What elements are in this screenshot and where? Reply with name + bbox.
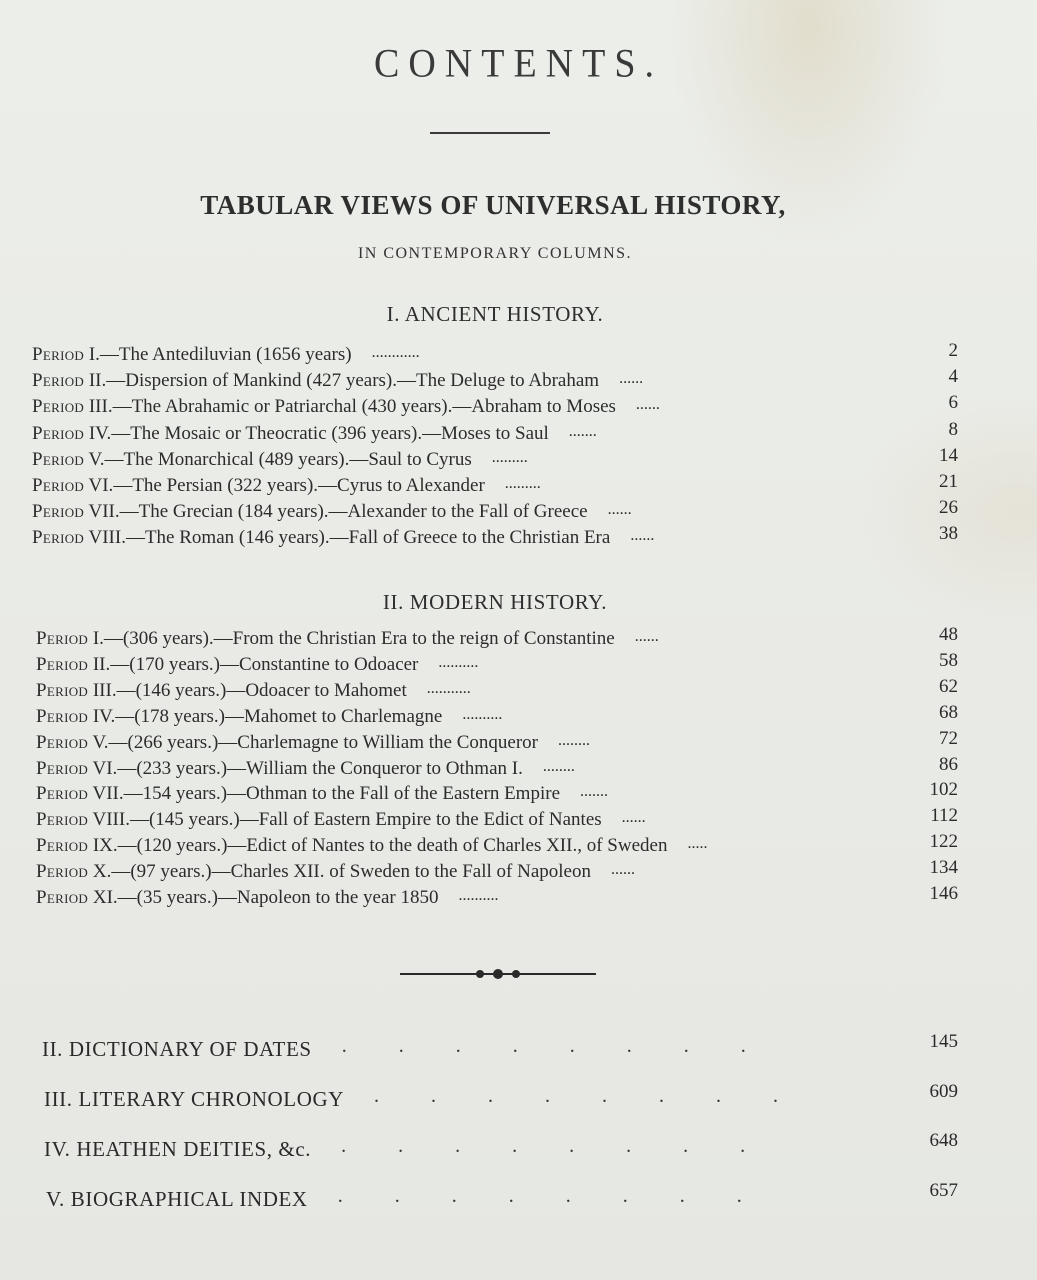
toc-entry — [32, 449, 472, 475]
period-number: III. — [84, 396, 113, 418]
period-number: VI. — [88, 757, 118, 779]
period-label: Period — [36, 783, 89, 805]
entry-title: —(146 years.)—Odoacer to Mahomet — [116, 679, 407, 701]
page-number: 2 — [948, 340, 958, 361]
toc-entry — [36, 758, 523, 784]
leader-dots: ....... — [568, 422, 597, 440]
page-number: 14 — [939, 444, 958, 466]
entry-title: —(170 years.)—Constantine to Odoacer — [110, 653, 419, 675]
entry-title: —The Roman (146 years).—Fall of Greece to the Christian Era — [125, 527, 611, 549]
toc-entry — [36, 861, 591, 887]
period-label: Period — [32, 501, 85, 523]
toc-entry — [32, 423, 549, 449]
toc-entry — [32, 370, 599, 396]
toc-entry — [36, 783, 560, 809]
period-label: Period — [36, 731, 89, 753]
period-label: Period — [32, 396, 85, 418]
period-number: XI. — [88, 887, 118, 908]
leader-dots: ......... — [504, 475, 541, 492]
toc-entry — [32, 475, 485, 501]
leader-dots: ..... — [687, 835, 708, 853]
leader-dots: .......... — [458, 887, 499, 904]
entry-title: —The Grecian (184 years).—Alexander to the Fall of Greece — [119, 501, 588, 523]
entry-title: —(178 years.)—Mahomet to Charlemagne — [115, 705, 443, 727]
leader-dots: ...... — [634, 628, 659, 645]
page-number: 21 — [939, 471, 958, 492]
page-number: 657 — [929, 1180, 958, 1201]
leader-dots: ........ — [341, 1135, 798, 1157]
entry-title: —The Mosaic or Theocratic (396 years).—Moses to Saul — [111, 422, 549, 444]
page-number: 72 — [939, 727, 958, 749]
period-label: Period — [32, 448, 85, 470]
leader-dots: ........ — [341, 1035, 798, 1057]
toc-entry — [36, 680, 407, 706]
period-label: Period — [36, 809, 89, 831]
period-number: I. — [88, 628, 104, 649]
entry-title: —(120 years.)—Edict of Nantes to the death of Charles XII., of Sweden — [117, 835, 668, 857]
period-number: VII. — [88, 783, 124, 805]
period-label: Period — [32, 527, 85, 549]
toc-entry — [36, 887, 438, 913]
page-number: 102 — [929, 779, 958, 801]
toc-entry — [32, 527, 610, 553]
period-number: IV. — [88, 705, 116, 727]
leader-dots: ......... — [491, 448, 528, 466]
toc-entry — [36, 706, 442, 732]
leader-dots: ........ — [374, 1085, 831, 1107]
back-matter-entry: IV. HEATHEN DEITIES, &c. — [44, 1137, 312, 1161]
period-label: Period — [36, 653, 89, 675]
entry-title: —The Persian (322 years).—Cyrus to Alexander — [113, 475, 485, 496]
toc-entry — [32, 396, 616, 422]
page-title: CONTENTS. — [374, 41, 663, 87]
leader-dots: ........ — [542, 757, 575, 775]
page-number: 26 — [939, 497, 958, 519]
leader-dots: .......... — [438, 653, 479, 671]
toc-entry — [36, 654, 418, 680]
period-number: I. — [84, 344, 100, 365]
ornament-divider — [400, 966, 596, 982]
period-number: X. — [88, 861, 112, 883]
entry-title: —The Antediluvian (1656 years) — [99, 344, 352, 365]
period-label: Period — [36, 705, 89, 727]
toc-entry — [32, 501, 588, 527]
leader-dots: ...... — [621, 809, 646, 827]
page-number: 648 — [929, 1130, 958, 1151]
page-number: 146 — [929, 883, 958, 904]
toc-entry — [36, 628, 615, 654]
period-label: Period — [32, 344, 85, 365]
period-label: Period — [36, 628, 89, 649]
page-number: 112 — [930, 805, 958, 827]
entry-title: —The Monarchical (489 years).—Saul to Cyrus — [104, 448, 472, 470]
back-matter-entry: V. BIOGRAPHICAL INDEX — [46, 1187, 308, 1211]
leader-dots: ........ — [337, 1185, 794, 1207]
back-matter-entry: III. LITERARY CHRONOLOGY — [44, 1087, 345, 1111]
page-number: 38 — [939, 523, 958, 545]
leader-dots: ...... — [610, 861, 635, 879]
period-number: V. — [88, 731, 109, 753]
modern-history-heading: II. MODERN HISTORY. — [382, 590, 608, 614]
period-label: Period — [36, 679, 89, 701]
page-number: 48 — [939, 624, 958, 645]
title-rule — [430, 132, 550, 134]
leader-dots: ....... — [580, 783, 609, 801]
entry-title: —(233 years.)—William the Conqueror to Othman I. — [117, 757, 523, 779]
entry-title: —(97 years.)—Charles XII. of Sweden to the Fall of Napoleon — [111, 861, 591, 883]
period-label: Period — [32, 370, 85, 392]
period-number: VII. — [84, 501, 120, 523]
page-number: 4 — [948, 366, 958, 388]
leader-dots: ........ — [557, 731, 590, 749]
page-number: 145 — [929, 1031, 958, 1052]
back-matter-entry: II. DICTIONARY OF DATES — [42, 1037, 312, 1061]
toc-entry — [36, 732, 538, 758]
period-number: V. — [84, 448, 105, 470]
period-number: IV. — [84, 422, 112, 444]
period-label: Period — [32, 475, 85, 496]
leader-dots: .......... — [462, 705, 503, 723]
entry-title: —154 years.)—Othman to the Fall of the Eastern Empire — [123, 783, 561, 805]
leader-dots: ...... — [635, 396, 660, 414]
page-number: 609 — [929, 1081, 958, 1102]
page-number: 86 — [939, 753, 958, 775]
page-number: 68 — [939, 701, 958, 723]
entry-title: —(145 years.)—Fall of Eastern Empire to the Edict of Nantes — [129, 809, 602, 831]
toc-entry — [36, 835, 667, 861]
toc-entry — [36, 809, 602, 835]
section-subsubtitle: IN CONTEMPORARY COLUMNS. — [357, 245, 633, 262]
entry-title: —(266 years.)—Charlemagne to William the Conqueror — [108, 731, 538, 753]
page-number: 8 — [948, 418, 958, 440]
period-number: VIII. — [84, 527, 126, 549]
period-number: II. — [84, 370, 107, 392]
page-number: 58 — [939, 649, 958, 671]
entry-title: —The Abrahamic or Patriarchal (430 years).—Abraham to Moses — [112, 396, 616, 418]
leader-dots: ...... — [607, 501, 632, 519]
period-label: Period — [36, 835, 89, 857]
period-number: IX. — [88, 835, 118, 857]
entry-title: —Dispersion of Mankind (427 years).—The Deluge to Abraham — [106, 370, 600, 392]
leader-dots: ...... — [630, 527, 655, 545]
period-label: Period — [36, 757, 89, 779]
section-subtitle: TABULAR VIEWS OF UNIVERSAL HISTORY, — [200, 190, 786, 220]
period-number: III. — [88, 679, 117, 701]
period-number: II. — [88, 653, 111, 675]
entry-title: —(35 years.)—Napoleon to the year 1850 — [117, 887, 439, 908]
leader-dots: ...... — [619, 370, 644, 388]
page-number: 6 — [948, 392, 958, 414]
toc-entry — [32, 344, 352, 370]
period-label: Period — [36, 861, 89, 883]
page-number: 134 — [929, 857, 958, 879]
leader-dots: ........... — [426, 679, 471, 697]
leader-dots: ............ — [371, 344, 420, 361]
period-label: Period — [36, 887, 89, 908]
entry-title: —(306 years).—From the Christian Era to the reign of Constantine — [103, 628, 615, 649]
page-number: 122 — [929, 831, 958, 853]
period-number: VIII. — [88, 809, 130, 831]
ancient-history-heading: I. ANCIENT HISTORY. — [386, 302, 604, 326]
period-label: Period — [32, 422, 85, 444]
page-number: 62 — [939, 675, 958, 697]
period-number: VI. — [84, 475, 114, 496]
